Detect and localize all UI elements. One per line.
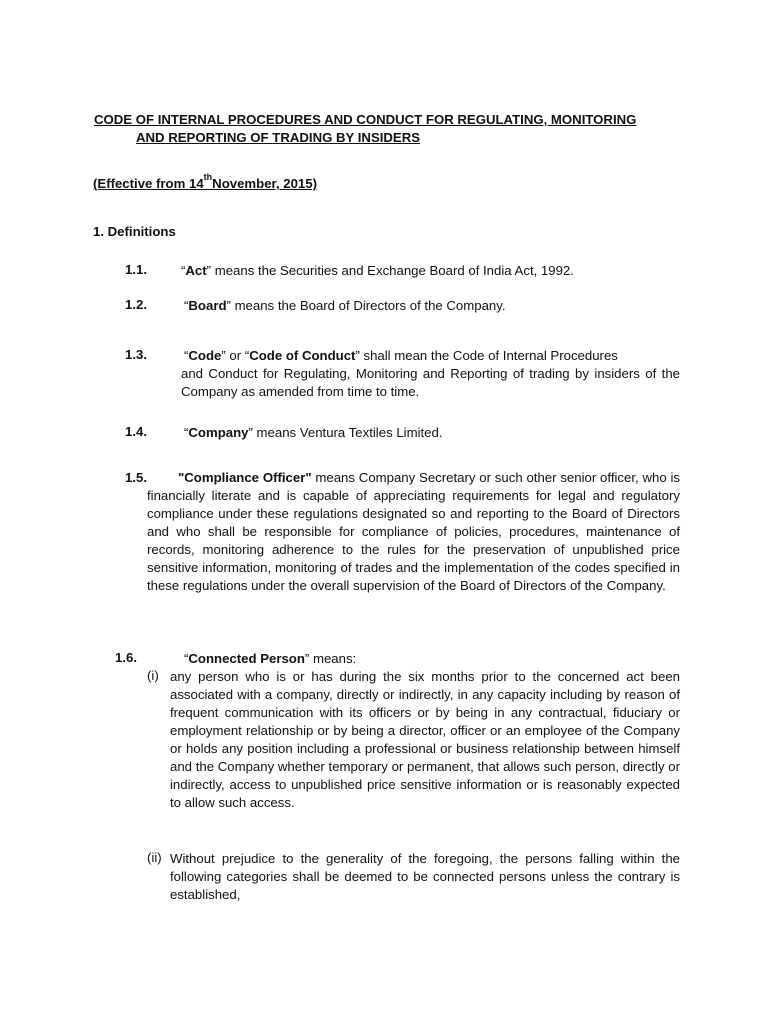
def-number: 1.1.: [125, 262, 147, 277]
effective-suffix: November, 2015): [212, 176, 317, 191]
connected-item-2: Without prejudice to the generality of the foregoing, the persons falling within the following categories shall be deemed to be connected persons unless the contrary is established,: [170, 851, 680, 902]
def-number: 1.4.: [125, 424, 147, 439]
def-compliance-officer: 1.5. "Compliance Officer" means Company Secretary or such other senior officer, who is financially literate and is capable of appreciating requirements for legal and regulatory compliance under these regulations designated so and reporting to the Board of Directors and who shall be responsible for compliance of policies, procedures, maintenance of records, monitoring adherence to the rules for the preservation of unpublished price sensitive information, monitoring of trades and the implementation of the codes specified in these regulations under the overall supervision of the Board of Directors of the Company.: [125, 470, 680, 593]
connected-item-1: any person who is or has during the six months prior to the concerned act been associated with a company, directly or indirectly, in any capacity including by reason of frequent communication with its officers or by being in any contractual, fiduciary or employment relationship or by being a director, officer or an employee of the Company or holds any position including a professional or business relationship between himself and the Company whether temporary or permanent, that allows such person, directly or indirectly, access to unpublished price sensitive information or is reasonably expected to allow such access.: [170, 669, 680, 810]
def-text: “Act” means the Securities and Exchange Board of India Act, 1992.: [181, 263, 574, 278]
list-label: (ii): [147, 850, 162, 865]
def-code: [181, 347, 680, 401]
def-number: 1.3.: [125, 347, 147, 362]
def-company: [184, 424, 654, 442]
document-title: [94, 111, 694, 147]
def-number: 1.6.: [115, 650, 137, 665]
def-term: Connected Person: [188, 651, 305, 666]
effective-date: [93, 172, 317, 191]
def-text-rest: and Conduct for Regulating, Monitoring and Reporting of trading by insiders of the Company as amended from time to time.: [181, 366, 680, 399]
def-connected-person: “Connected Person” means:: [184, 651, 357, 666]
def-board: [184, 297, 654, 315]
def-text: “Board” means the Board of Directors of the Company.: [184, 298, 506, 313]
def-act: [181, 262, 651, 280]
list-label: (i): [147, 668, 159, 683]
def-text: “Company” means Ventura Textiles Limited.: [184, 425, 443, 440]
def-text: means Company Secretary or such other senior officer, who is financially literate and is capable of appreciating requirements for legal and regulatory compliance under these regulations designated so and reporting to the Board of Directors and who shall be responsible for compliance of policies, procedures, maintenance of records, monitoring adherence to the rules for the preservation of unpublished price sensitive information, monitoring of trades and the implementation of the codes specified in these regulations under the overall supervision of the Board of Directors of the Company.: [147, 470, 680, 593]
title-line-1: CODE OF INTERNAL PROCEDURES AND CONDUCT FOR REGULATING, MONITORING: [94, 112, 637, 127]
def-term: Compliance Officer: [184, 470, 306, 485]
def-number: 1.5.: [125, 470, 147, 485]
title-line-2: AND REPORTING OF TRADING BY INSIDERS: [136, 130, 421, 145]
effective-sup: th: [203, 172, 213, 182]
def-text-line1: “Code” or “Code of Conduct” shall mean the Code of Internal Procedures: [184, 348, 618, 363]
effective-prefix: (Effective from 14: [93, 176, 204, 191]
section-heading-definitions: 1. Definitions: [93, 224, 176, 239]
def-text: ” means:: [304, 651, 357, 666]
def-number: 1.2.: [125, 297, 147, 312]
